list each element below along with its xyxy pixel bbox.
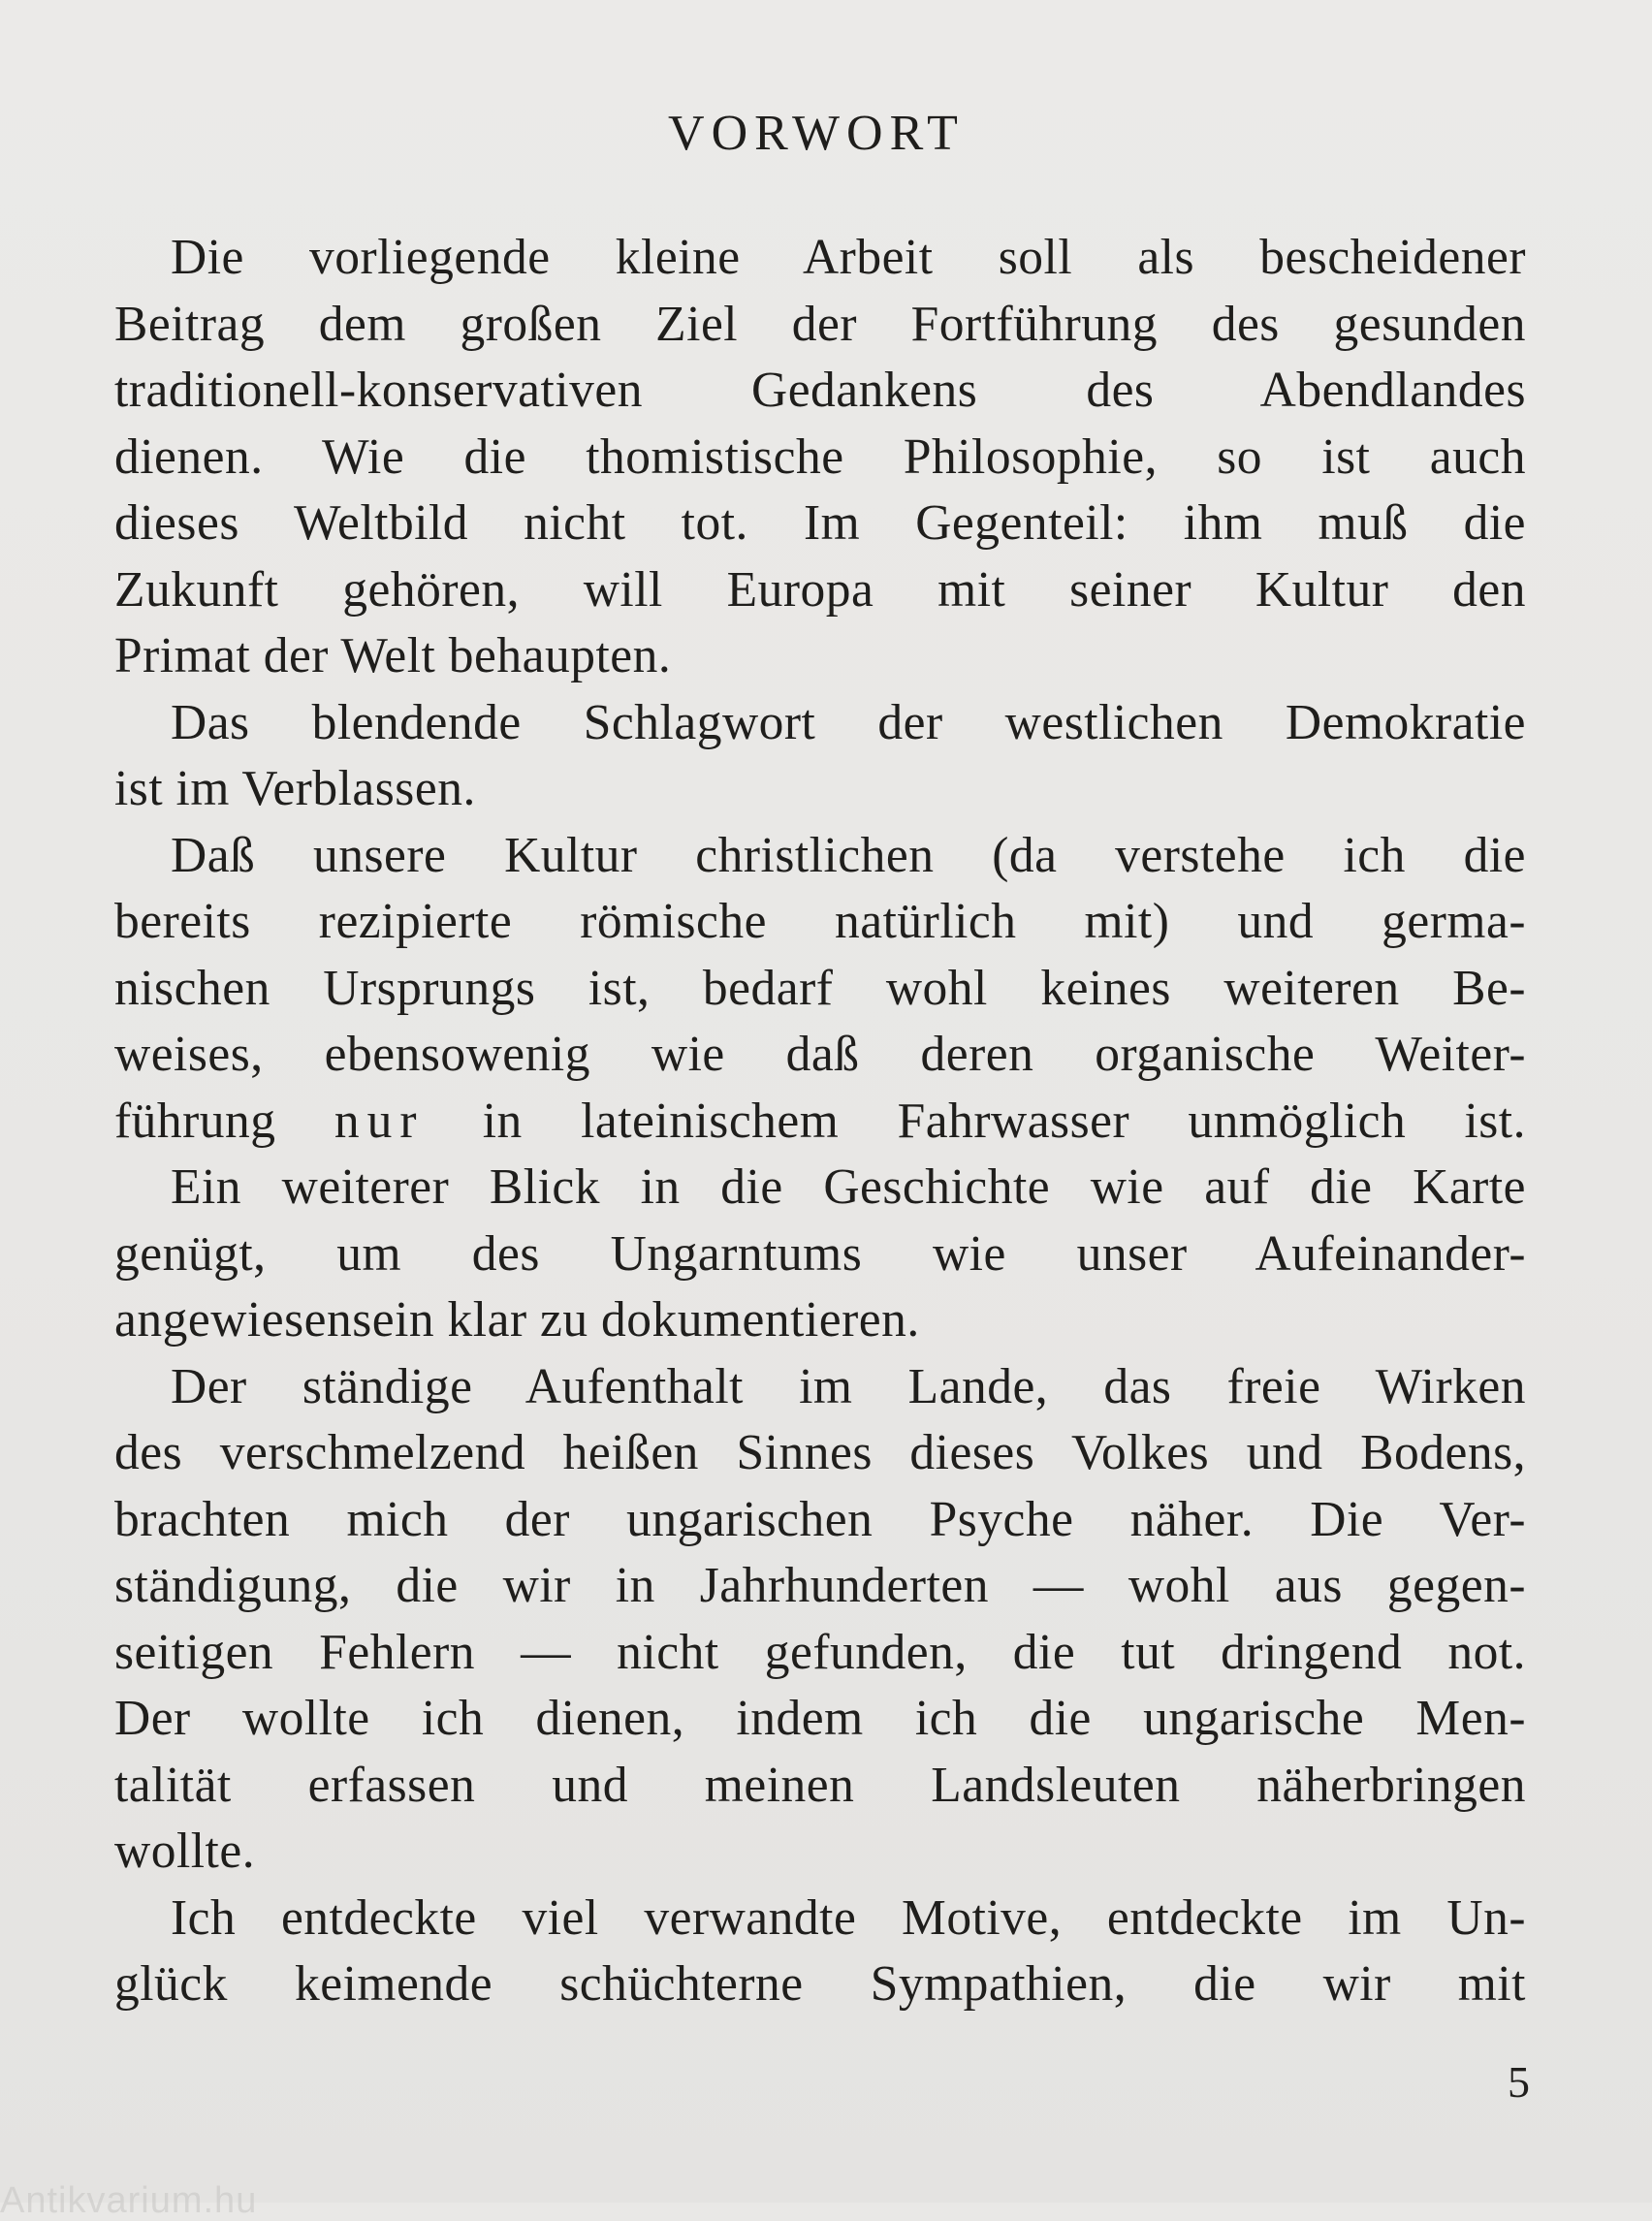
- page-number: 5: [1508, 2057, 1530, 2107]
- paragraph-6: [114, 1886, 1526, 2018]
- text-line: wollte.: [114, 1824, 256, 1879]
- text-line: bereits rezipierte römische natürlich mit) und germa-: [114, 894, 1526, 949]
- paragraph-5: [114, 1354, 1526, 1886]
- text-line: dienen. Wie die thomistische Philosophie, so ist auch: [114, 428, 1526, 485]
- text-line: ist im Verblassen.: [114, 761, 476, 816]
- text-line: ständigung, die wir in Jahrhunderten — wohl aus gegen-: [114, 1558, 1526, 1613]
- text-line-emphasis: [114, 1089, 1526, 1156]
- page-title: VORWORT: [668, 106, 965, 161]
- text-line: glück keimende schüchterne Sympathien, die wir mit: [114, 1956, 1526, 2012]
- text-line: angewiesensein klar zu dokumentieren.: [114, 1292, 920, 1348]
- text-line: des verschmelzend heißen Sinnes dieses Volkes und Bodens,: [114, 1425, 1526, 1480]
- text-line: Ein weiterer Blick in die Geschichte wie auf die Karte: [171, 1159, 1526, 1215]
- text-line: Daß unsere Kultur christlichen (da verstehe ich die: [171, 827, 1526, 883]
- text-line: Beitrag dem großen Ziel der Fortführung des gesunden: [114, 296, 1526, 352]
- text-line: Die vorliegende kleine Arbeit soll als bescheidener: [171, 230, 1526, 285]
- text-line: traditionell-konservativen Gedankens des Abendlandes: [114, 363, 1526, 418]
- text-fragment: führung: [114, 1093, 334, 1149]
- text-line: Primat der Welt behaupten.: [114, 628, 672, 683]
- body-text: [114, 225, 1526, 2018]
- paragraph-4: [114, 1155, 1526, 1354]
- text-line: weises, ebensowenig wie daß deren organische Weiter-: [114, 1027, 1526, 1082]
- text-line: Das blendende Schlagwort der westlichen Demokratie: [171, 694, 1526, 750]
- text-line: talität erfassen und meinen Landsleuten näherbringen: [114, 1757, 1526, 1813]
- text-line: Zukunft gehören, will Europa mit seiner Kultur den: [114, 561, 1526, 618]
- text-line: dieses Weltbild nicht tot. Im Gegenteil: ihm muß die: [114, 495, 1526, 551]
- text-line: nischen Ursprungs ist, bedarf wohl keines weiteren Be-: [114, 960, 1526, 1016]
- watermark: Antikvarium.hu: [0, 2180, 258, 2221]
- paragraph-1: [114, 225, 1526, 690]
- emphasized-word: nur: [334, 1093, 425, 1149]
- text-line: genügt, um des Ungarntums wie unser Aufeinander-: [114, 1225, 1526, 1282]
- text-line: brachten mich der ungarischen Psyche näher. Die Ver-: [114, 1491, 1526, 1547]
- paragraph-3: [114, 823, 1526, 1156]
- text-line: seitigen Fehlern — nicht gefunden, die tut dringend not.: [114, 1624, 1526, 1680]
- text-line: Der wollte ich dienen, indem ich die ungarische Men-: [114, 1691, 1526, 1746]
- text-line: Ich entdeckte viel verwandte Motive, entdeckte im Un-: [171, 1889, 1526, 1946]
- text-fragment: in lateinischem Fahrwasser unmöglich ist.: [424, 1093, 1526, 1149]
- paragraph-2: [114, 690, 1526, 823]
- text-line: Der ständige Aufenthalt im Lande, das freie Wirken: [171, 1358, 1526, 1414]
